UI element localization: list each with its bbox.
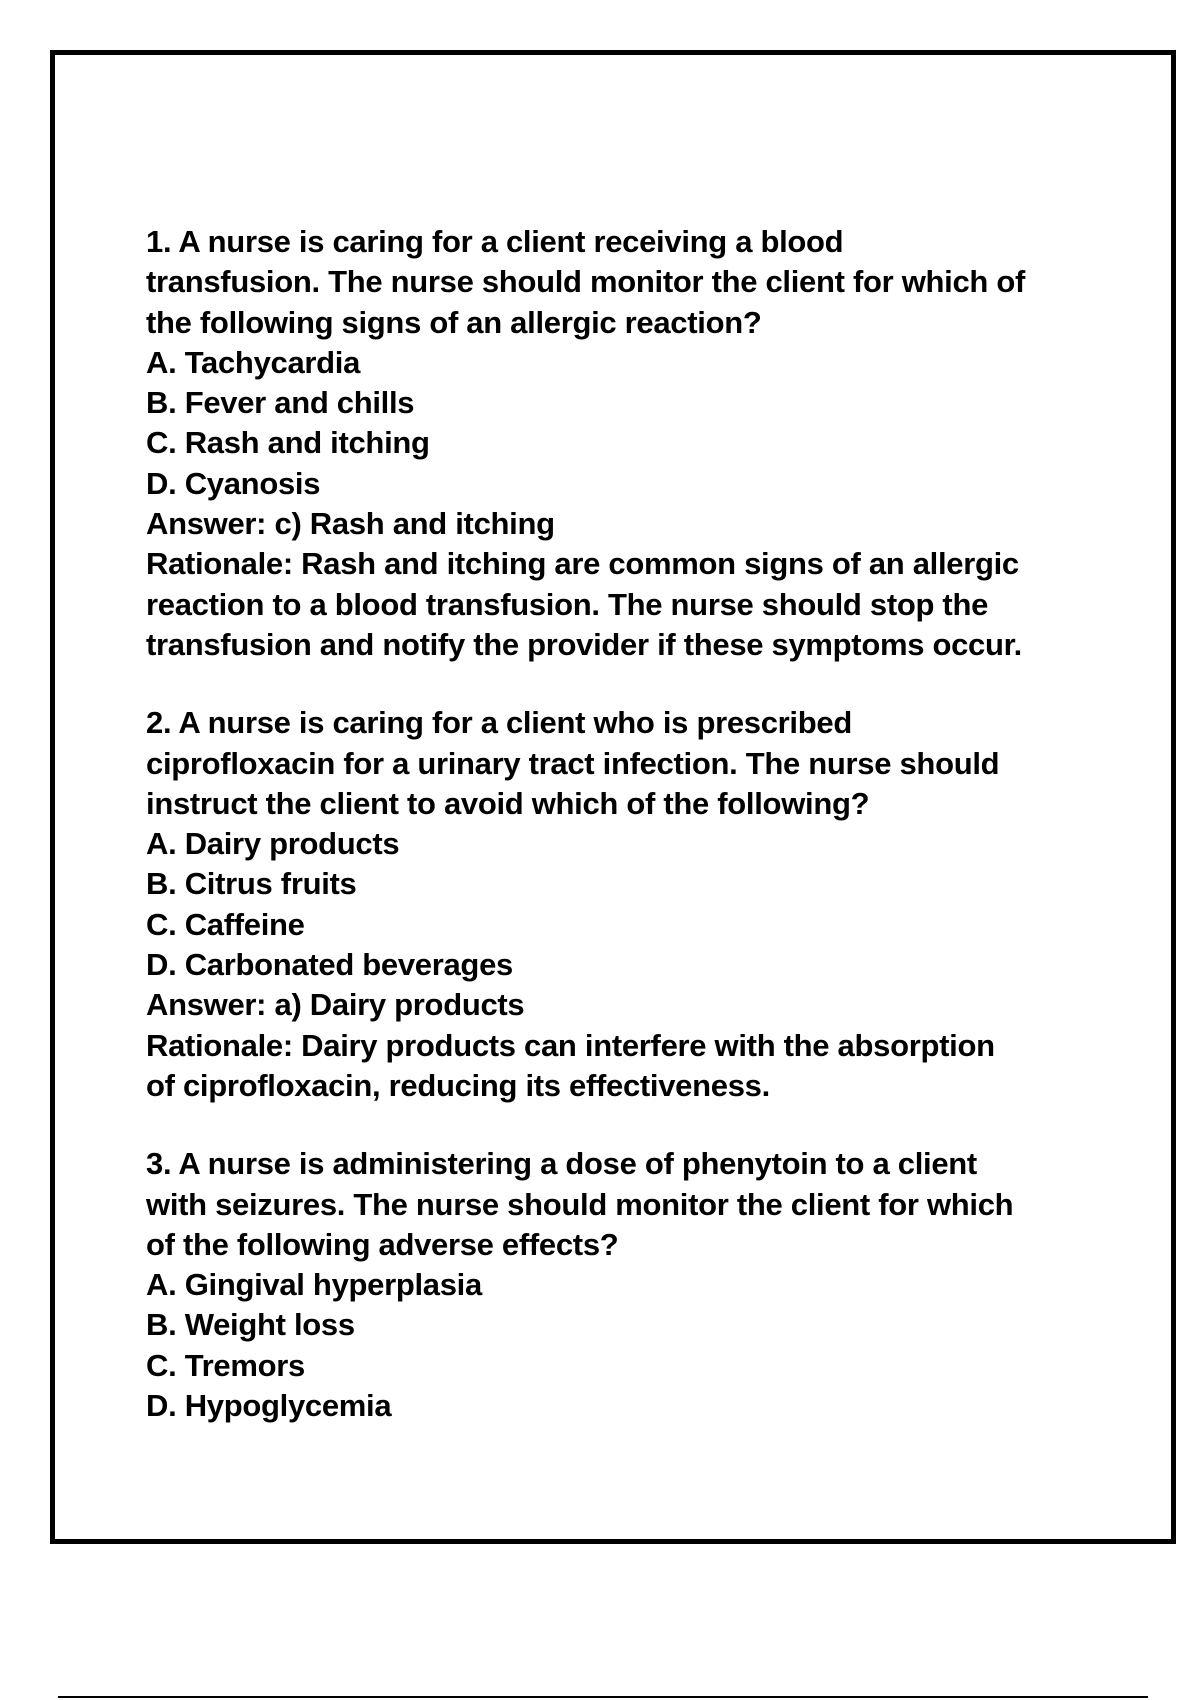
answer-line: Answer: a) Dairy products bbox=[146, 987, 525, 1023]
question-stem-line: ciprofloxacin for a urinary tract infection. The nurse should bbox=[146, 745, 1000, 781]
question-1 bbox=[146, 222, 1106, 665]
option-d: D. Cyanosis bbox=[146, 465, 321, 501]
question-stem-line: 2. A nurse is caring for a client who is prescribed bbox=[146, 705, 852, 741]
rationale-line: reaction to a blood transfusion. The nurse should stop the bbox=[146, 586, 989, 622]
option-c: C. Caffeine bbox=[146, 906, 305, 942]
question-stem-line: instruct the client to avoid which of the following? bbox=[146, 785, 870, 821]
question-stem-line: 1. A nurse is caring for a client receiving a blood bbox=[146, 224, 844, 259]
question-2 bbox=[146, 703, 1106, 1106]
option-d: D. Hypoglycemia bbox=[146, 1388, 392, 1424]
option-a: A. Tachycardia bbox=[146, 344, 361, 380]
question-stem-line: the following signs of an allergic reaction? bbox=[146, 304, 762, 340]
rationale-line: Rationale: Dairy products can interfere with the absorption bbox=[146, 1027, 995, 1063]
option-a: A. Dairy products bbox=[146, 826, 400, 862]
option-b: B. Weight loss bbox=[146, 1307, 355, 1343]
answer-line: Answer: c) Rash and itching bbox=[146, 506, 555, 542]
option-b: B. Citrus fruits bbox=[146, 866, 357, 902]
question-stem-line: transfusion. The nurse should monitor the client for which of bbox=[146, 264, 1026, 300]
question-stem-line: 3. A nurse is administering a dose of phenytoin to a client bbox=[146, 1146, 977, 1182]
rationale-line: Rationale: Rash and itching are common signs of an allergic bbox=[146, 546, 1019, 582]
option-a: A. Gingival hyperplasia bbox=[146, 1267, 482, 1303]
question-stem-line: with seizures. The nurse should monitor the client for which bbox=[146, 1186, 1014, 1222]
option-b: B. Fever and chills bbox=[146, 385, 415, 421]
document-content bbox=[146, 222, 1106, 1464]
question-stem-line: of the following adverse effects? bbox=[146, 1226, 619, 1262]
rationale-line: of ciprofloxacin, reducing its effectiveness. bbox=[146, 1067, 770, 1103]
rationale-line: transfusion and notify the provider if these symptoms occur. bbox=[146, 626, 1022, 662]
option-d: D. Carbonated beverages bbox=[146, 947, 513, 983]
footer-divider bbox=[58, 1696, 1148, 1698]
question-3 bbox=[146, 1144, 1106, 1426]
option-c: C. Tremors bbox=[146, 1347, 305, 1383]
option-c: C. Rash and itching bbox=[146, 425, 430, 461]
